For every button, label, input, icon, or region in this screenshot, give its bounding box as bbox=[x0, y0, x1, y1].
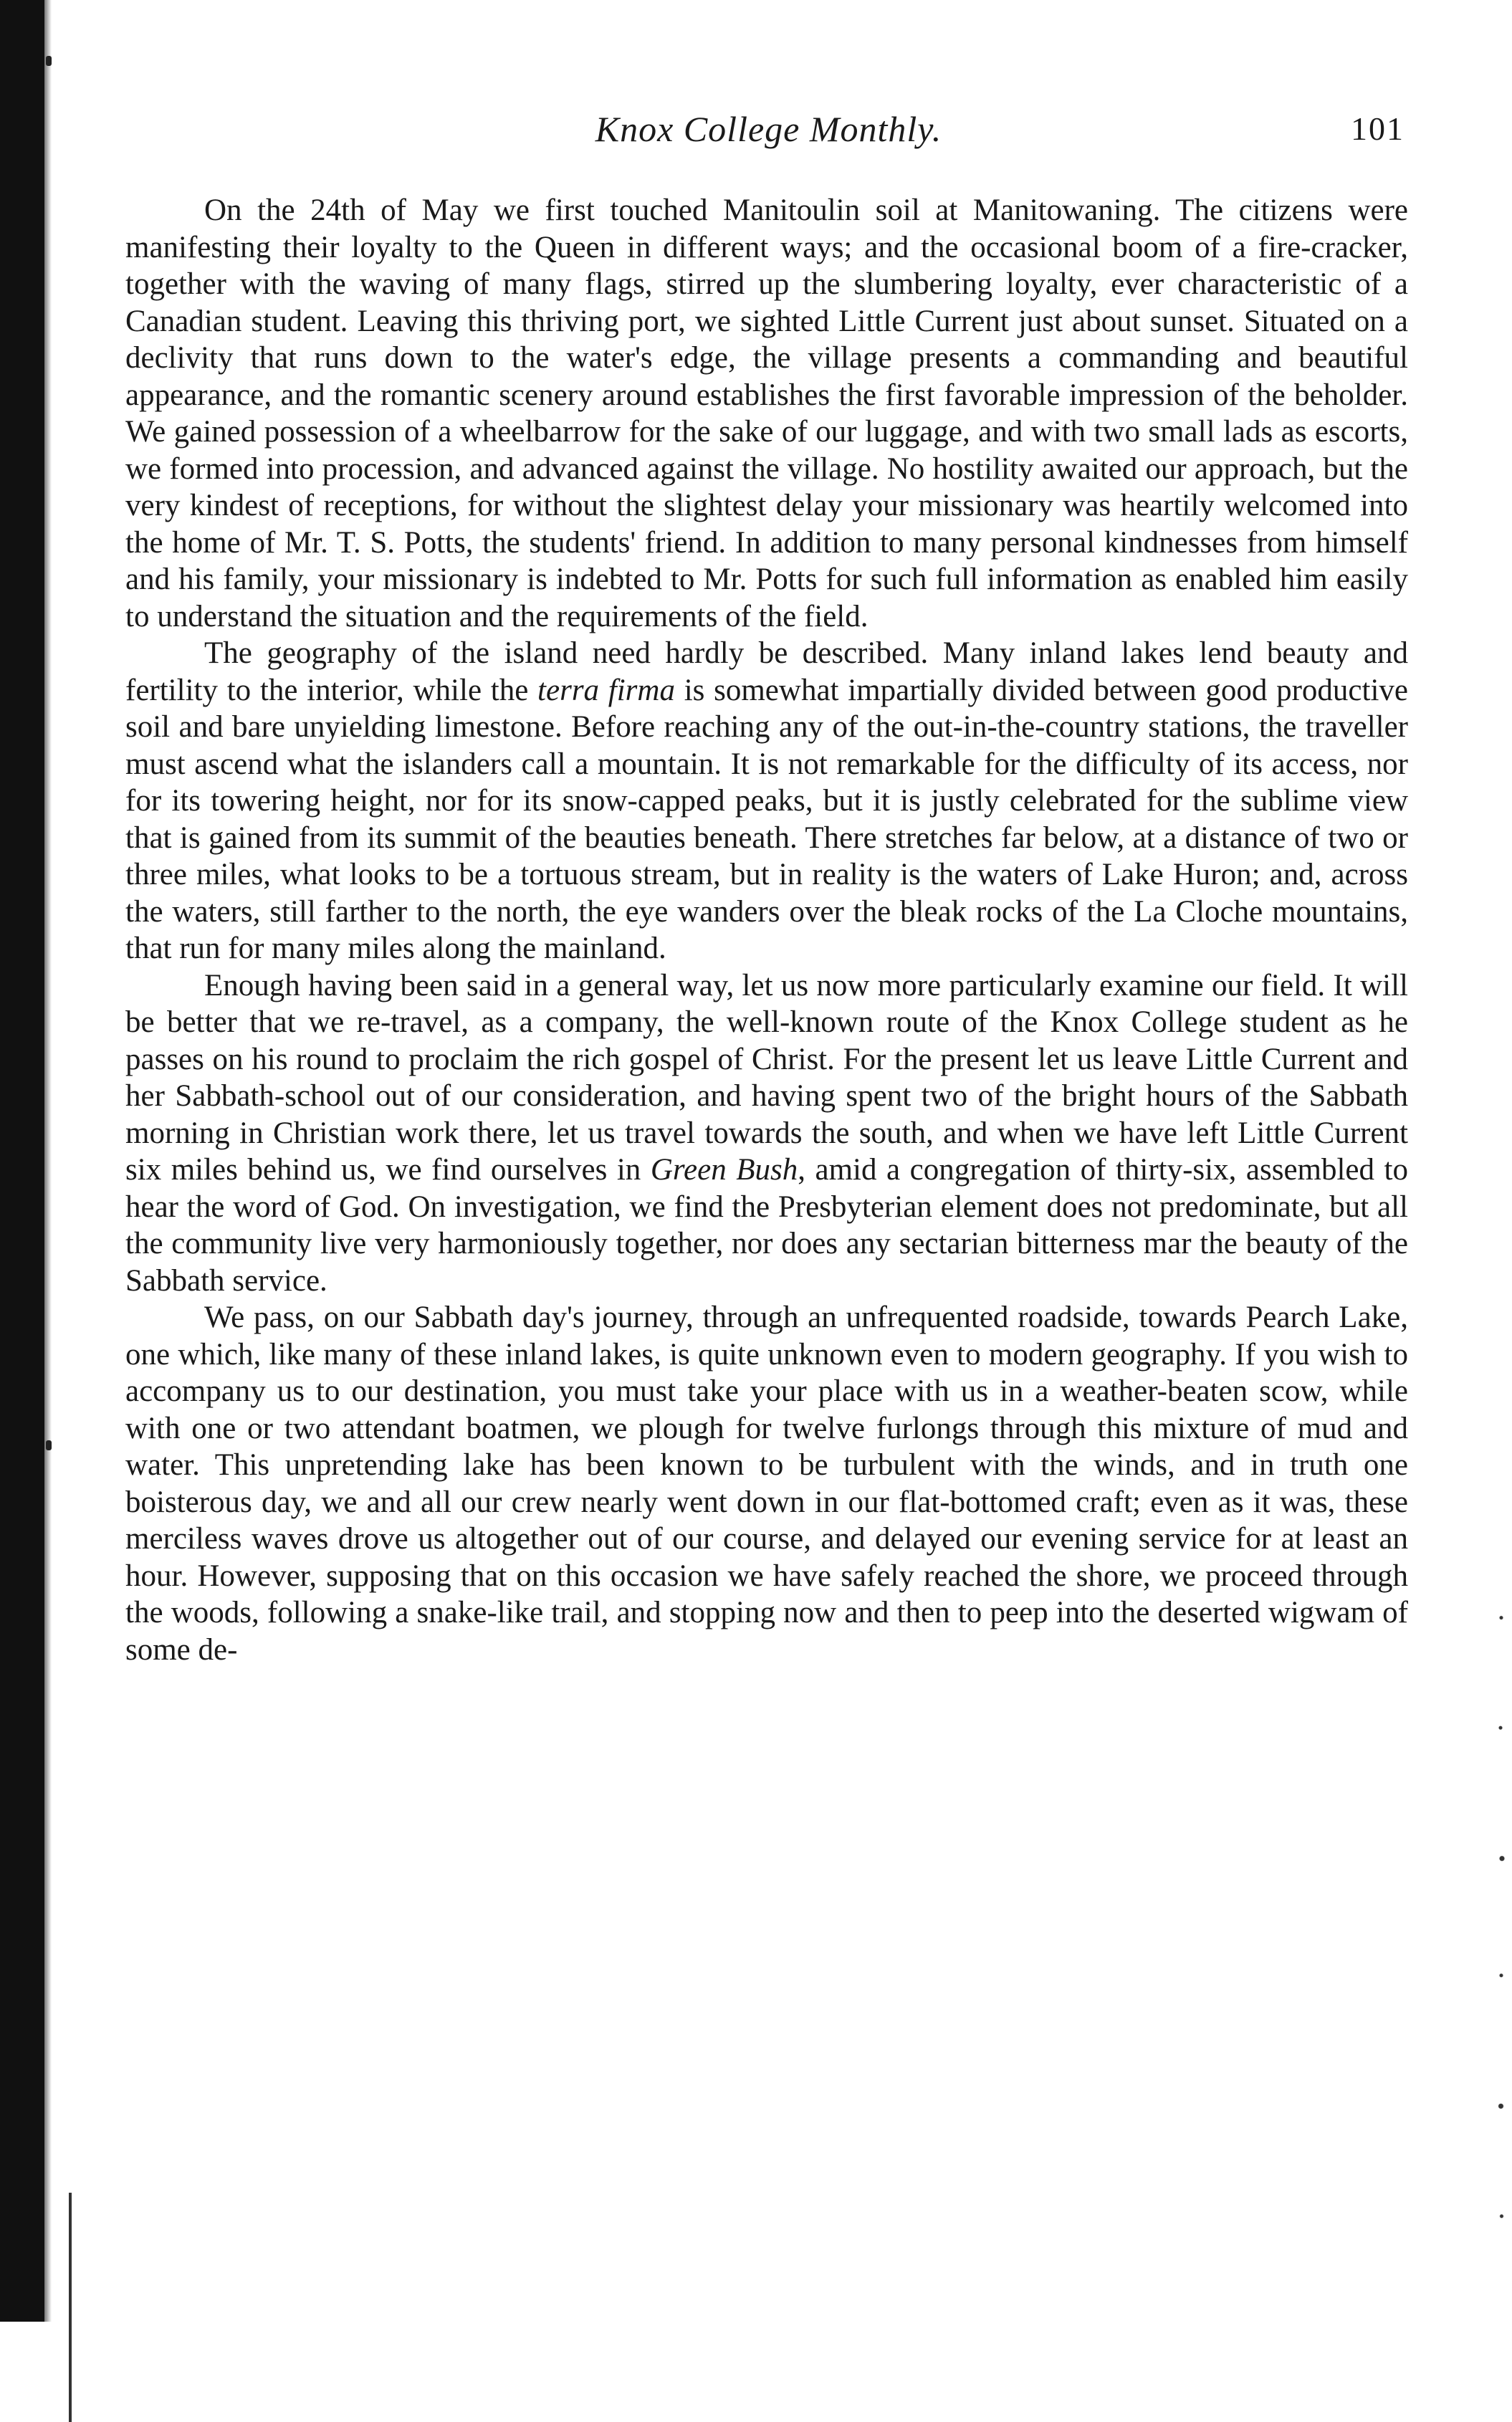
page-binding-edge bbox=[0, 0, 44, 2322]
page-number: 101 bbox=[1351, 110, 1405, 147]
running-title: Knox College Monthly. bbox=[595, 109, 942, 149]
paragraph-3 bbox=[125, 967, 1408, 1300]
scan-specks bbox=[1498, 1576, 1505, 2264]
paragraph-2-italic-phrase: terra firma bbox=[537, 673, 675, 707]
article-body bbox=[125, 192, 1408, 1668]
paragraph-2-text-end: is somewhat impartially divided between good productive soil and bare unyielding limestone. Before reaching any of the out-in-the-country stations, the traveller must ascend what the islanders call a mountain. It is not remarkable for the difficulty of its access, nor for its towering height, nor for its snow-capped peaks, but it is justly celebrated for the sublime view that is gained from its summit of the beauties beneath. There stretches far below, at a distance of two or three miles, what looks to be a tortuous stream, but in reality is the waters of Lake Huron; and, across the waters, still farther to the north, the eye wanders over the bleak rocks of the La Cloche mountains, that run for many miles along the mainland. bbox=[125, 673, 1408, 965]
paragraph-2-text-start: The geography of the island need hardly be described. Many inland lakes lend beauty and fertility to the interior, while the bbox=[125, 636, 1408, 707]
paragraph-2 bbox=[125, 635, 1408, 967]
paragraph-1-text: On the 24th of May we first touched Manitoulin soil at Manitowaning. The citizens were manifesting their loyalty to the Queen in different ways; and the occasional boom of a fire-cracker, together with the waving of many flags, stirred up the slumbering loyalty, ever characteristic of a Canadian student. Leaving this thriving port, we sighted Little Current just about sunset. Situated on a declivity that runs down to the water's edge, the village presents a commanding and beautiful appearance, and the romantic scenery around establishes the first favorable impression of the beholder. We gained possession of a wheelbarrow for the sake of our luggage, and with two small lads as escorts, we formed into procession, and advanced against the village. No hostility awaited our approach, but the very kindest of receptions, for without the slightest delay your missionary was heartily welcomed into the home of Mr. T. S. Potts, the students' friend. In addition to many personal kindnesses from himself and his family, your missionary is indebted to Mr. Potts for such full information as enabled him easily to understand the situation and the requirements of the field. bbox=[125, 193, 1408, 633]
paragraph-1 bbox=[125, 192, 1408, 635]
paragraph-3-italic-place: Green Bush bbox=[650, 1153, 798, 1187]
page-binding-shadow bbox=[44, 0, 52, 2322]
paragraph-4-text: We pass, on our Sabbath day's journey, through an unfrequented roadside, towards Pearch Lake, one which, like many of these inland lakes, is quite unknown even to modern geography. If you wish to accompany us to our destination, you must take your place with us in a weather-beaten scow, while with one or two attendant boatmen, we plough for twelve furlongs through this mixture of mud and water. This unpretending lake has been known to be turbulent with the winds, and in truth one boisterous day, we and all our crew nearly went down in our flat-bottomed craft; even as it was, these merciless waves drove us altogether out of our course, and delayed our evening service for at least an hour. However, supposing that on this occasion we have safely reached the shore, we proceed through the woods, following a snake-like trail, and stopping now and then to peep into the deserted wigwam of some de- bbox=[125, 1301, 1408, 1667]
binding-notch bbox=[46, 1440, 52, 1450]
paragraph-3-text-end: , amid a congregation of thirty-six, assembled to hear the word of God. On investigation, we find the Presbyterian element does not predominate, but all the community live very harmoniously together, nor does any sectarian bitterness mar the beauty of the Sabbath service. bbox=[125, 1153, 1408, 1298]
paragraph-4 bbox=[125, 1299, 1408, 1668]
page-header bbox=[125, 100, 1412, 158]
paragraph-3-text-start: Enough having been said in a general way, let us now more particularly examine our field. It will be better that we re-travel, as a company, the well-known route of the Knox College student as he passes on his round to proclaim the rich gospel of Christ. For the present let us leave Little Current and her Sabbath-school out of our consideration, and having spent two of the bright hours of the Sabbath morning in Christian work there, let us travel towards the south, and when we have left Little Current six miles behind us, we find ourselves in bbox=[125, 968, 1408, 1187]
margin-mark bbox=[69, 2193, 72, 2422]
binding-notch bbox=[46, 56, 52, 66]
